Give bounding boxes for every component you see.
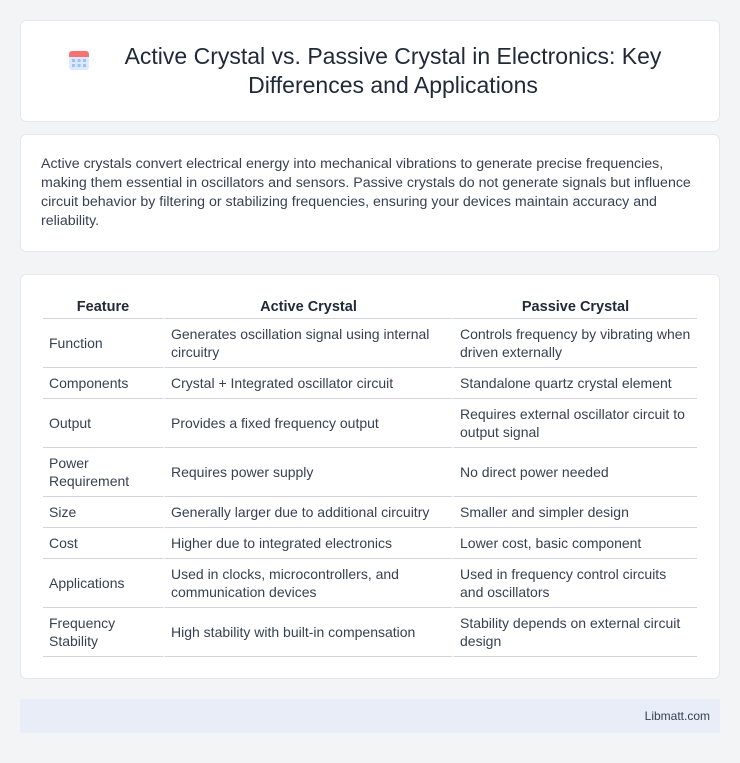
feature-cell: Cost: [43, 528, 163, 559]
feature-cell: Function: [43, 319, 163, 368]
table-row: [43, 399, 697, 448]
passive-cell: Stability depends on external circuit design: [452, 608, 697, 657]
footer: [20, 699, 720, 733]
calendar-icon: [67, 48, 91, 72]
active-cell: Generally larger due to additional circuitry: [163, 497, 452, 528]
passive-cell: Requires external oscillator circuit to output signal: [452, 399, 697, 448]
title-wrap: [37, 42, 703, 100]
active-cell: Crystal + Integrated oscillator circuit: [163, 368, 452, 399]
intro-card: [20, 134, 720, 252]
table-row: [43, 368, 697, 399]
table-row: [43, 559, 697, 608]
active-cell: Generates oscillation signal using internal circuitry: [163, 319, 452, 368]
table-row: [43, 528, 697, 559]
feature-cell: Frequency Stability: [43, 608, 163, 657]
passive-cell: Controls frequency by vibrating when driven externally: [452, 319, 697, 368]
table-row: [43, 497, 697, 528]
active-cell: Used in clocks, microcontrollers, and communication devices: [163, 559, 452, 608]
footer-brand[interactable]: Libmatt.com: [644, 709, 710, 723]
active-cell: Requires power supply: [163, 448, 452, 497]
feature-cell: Size: [43, 497, 163, 528]
feature-cell: Applications: [43, 559, 163, 608]
comparison-card: [20, 274, 720, 679]
table-header-row: [43, 295, 697, 319]
comparison-table: [43, 295, 697, 657]
table-row: [43, 608, 697, 657]
passive-cell: Standalone quartz crystal element: [452, 368, 697, 399]
active-cell: Higher due to integrated electronics: [163, 528, 452, 559]
passive-cell: Lower cost, basic component: [452, 528, 697, 559]
page-title: Active Crystal vs. Passive Crystal in Electronics: Key Differences and Applications: [124, 43, 662, 98]
passive-cell: No direct power needed: [452, 448, 697, 497]
title-card: [20, 20, 720, 122]
passive-cell: Used in frequency control circuits and oscillators: [452, 559, 697, 608]
header-feature: Feature: [43, 295, 163, 319]
header-active-crystal: Active Crystal: [163, 295, 452, 319]
active-cell: High stability with built-in compensation: [163, 608, 452, 657]
intro-paragraph: Active crystals convert electrical energy into mechanical vibrations to generate precise frequencies, making them essential in oscillators and sensors. Passive crystals do not generate signals but influence circuit behavior by filtering or stabilizing frequencies, ensuring your devices maintain accuracy and reliability.: [41, 156, 691, 229]
active-cell: Provides a fixed frequency output: [163, 399, 452, 448]
table-row: [43, 319, 697, 368]
feature-cell: Power Requirement: [43, 448, 163, 497]
feature-cell: Output: [43, 399, 163, 448]
header-passive-crystal: Passive Crystal: [452, 295, 697, 319]
feature-cell: Components: [43, 368, 163, 399]
passive-cell: Smaller and simpler design: [452, 497, 697, 528]
table-row: [43, 448, 697, 497]
